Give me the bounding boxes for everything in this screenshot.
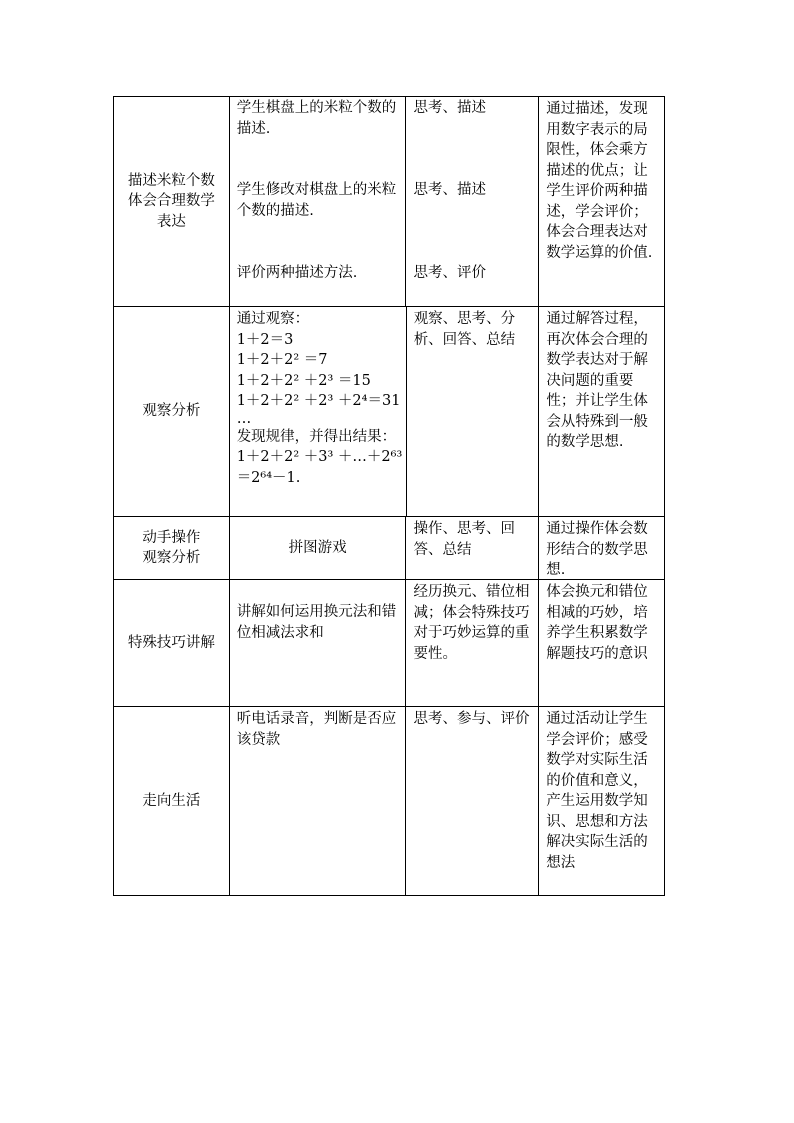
activity-text: 评价两种描述方法.: [236, 265, 358, 281]
intent-cell: [539, 707, 665, 895]
table-row: [113, 96, 665, 306]
equation: 1＋2＋2² ＝7: [236, 352, 328, 368]
student-text: 观察、思考、分析、回答、总结: [413, 311, 516, 348]
student-text: 操作、思考、回答、总结: [413, 521, 515, 558]
intent-text: 通过解答过程，再次体会合理的数学表达对于解决问题的重要性；并让学生体会从特殊到一般的数学思想.: [546, 311, 648, 450]
table-row: [113, 306, 665, 516]
activity-text: 拼图游戏: [288, 539, 347, 556]
student-cell: [406, 707, 539, 895]
intent-text: 通过活动让学生学会评价；感受数学对实际生活的价值和意义，产生运用数学知识、思想和方法解决实际生活的想法: [546, 711, 648, 871]
activity-cell: [230, 517, 407, 579]
activity-text: 学生修改对棋盘上的米粒个数的描述.: [236, 182, 397, 219]
activity-text: 学生棋盘上的米粒个数的描述.: [236, 100, 397, 137]
intent-cell: [539, 580, 665, 706]
intent-text: 通过操作体会数形结合的数学思想.: [546, 521, 648, 578]
intent-cell: [539, 517, 665, 579]
activity-cell: [230, 307, 407, 516]
student-text: 思考、参与、评价: [413, 711, 530, 727]
activity-text: 通过观察：: [236, 311, 310, 327]
student-cell: [407, 307, 540, 516]
activity-text: 讲解如何运用换元法和错位相减法求和: [236, 604, 397, 641]
stage-cell: [114, 580, 230, 706]
intent-cell: [539, 97, 665, 306]
formula: ＝2⁶⁴－1.: [236, 469, 301, 486]
stage-label: 特殊技巧讲解: [127, 634, 215, 651]
stage-cell: [114, 307, 230, 516]
stage-cell: [114, 707, 230, 895]
activity-cell: [230, 707, 407, 895]
table-row: [113, 706, 665, 896]
table-row: [113, 516, 665, 579]
activity-cell: [230, 580, 407, 706]
equation: …: [236, 410, 252, 427]
equation: 1＋2＝3: [236, 331, 294, 348]
student-cell: [406, 97, 539, 306]
equation: 1＋2＋2² ＋2³ ＋2⁴＝31: [236, 393, 401, 409]
equation: 1＋2＋2² ＋2³ ＝15: [236, 372, 371, 389]
stage-label: 描述米粒个数体会合理数学表达: [127, 172, 215, 230]
intent-text: 通过描述，发现用数字表示的局限性，体会乘方描述的优点；让学生评价两种描述，学会评价；体会合理表达对数学运算的价值.: [546, 101, 653, 261]
student-cell: [406, 517, 539, 579]
table-row: [113, 579, 665, 706]
student-text: 思考、评价: [413, 265, 486, 281]
stage-cell: [114, 517, 230, 579]
formula: 1＋2＋2² ＋3³ ＋…＋2⁶³: [236, 449, 403, 465]
activity-text: 听电话录音，判断是否应该贷款: [236, 711, 397, 748]
stage-label: 观察分析: [142, 403, 201, 420]
activity-cell: [230, 97, 407, 306]
student-cell: [406, 580, 539, 706]
intent-text: 体会换元和错位相减的巧妙，培养学生积累数学解题技巧的意识: [546, 584, 648, 662]
intent-cell: [539, 307, 665, 516]
student-text: 经历换元、错位相减；体会特殊技巧对于巧妙运算的重要性。: [413, 584, 530, 662]
activity-text: 发现规律，并得出结果：: [236, 428, 397, 445]
student-text: 思考、描述: [413, 182, 486, 198]
stage-cell: [114, 97, 230, 306]
student-text: 思考、描述: [413, 100, 486, 116]
lesson-plan-table: [113, 96, 665, 896]
stage-label: 走向生活: [142, 792, 201, 809]
stage-label: 动手操作观察分析: [142, 529, 201, 566]
